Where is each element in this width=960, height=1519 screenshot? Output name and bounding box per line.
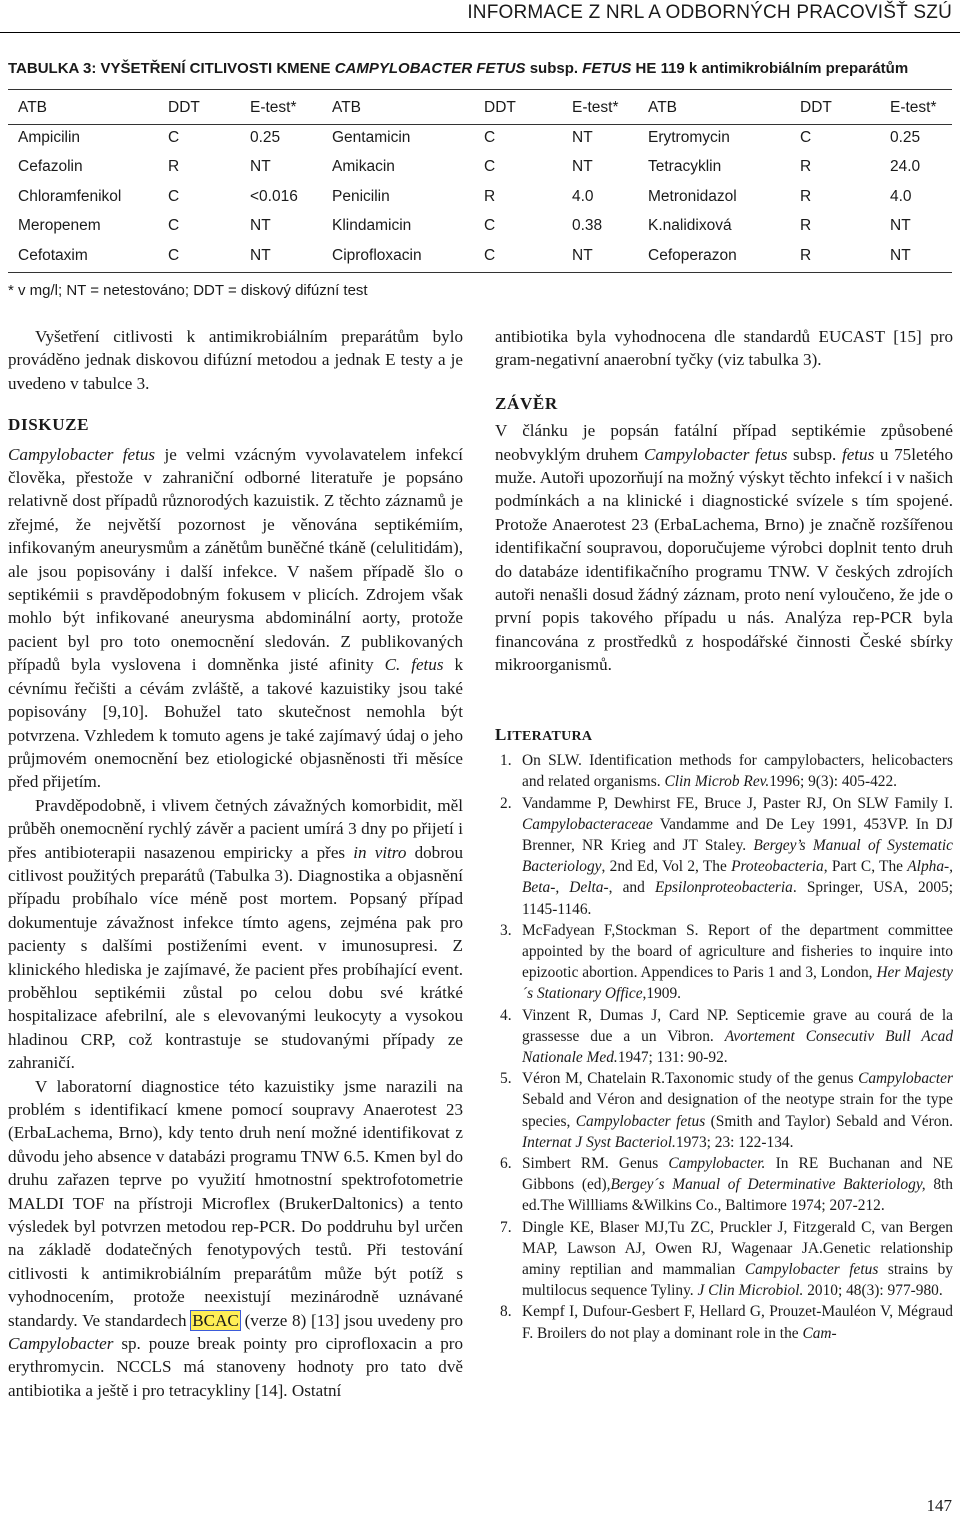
- table-cell: C: [800, 128, 812, 146]
- table-cell: C: [168, 246, 180, 264]
- reference-item: [495, 793, 953, 920]
- table-cell: R: [800, 217, 812, 235]
- table-title: TABULKA 3: VYŠETŘENÍ CITLIVOSTI KMENE CAMPYLOBACTER FETUS subsp. FETUS HE 119 k antimikrobiálním preparátům: [8, 60, 909, 77]
- table-cell: Gentamicin: [332, 128, 411, 146]
- reference-number: 8.: [500, 1303, 512, 1321]
- table-cell: NT: [572, 158, 593, 176]
- table-cell: Ampicilin: [18, 128, 81, 146]
- reference-number: 5.: [500, 1070, 512, 1088]
- reference-number: 1.: [500, 752, 512, 770]
- reference-text: , 2nd Ed, Vol 2, The: [601, 858, 732, 876]
- reference-number: 6.: [500, 1154, 512, 1172]
- table-rule-bottom: [8, 272, 952, 273]
- reference-text: Bergey’s Manual of Systematic Bacteriology: [522, 836, 953, 876]
- table-cell: 24.0: [890, 158, 921, 176]
- reference-text: Dingle KE, Blaser MJ,Tu ZC, Pruckler J, Fitzgerald C, van Bergen MAP, Lawson AJ, Owen RJ, Wagenaar JA.Genetic relationship aminy reptilian and mammalian: [522, 1218, 953, 1278]
- reference-text: 2010; 48(3): 977-980.: [803, 1282, 943, 1300]
- reference-text: In RE Buchanan and NE Gibbons (ed),: [522, 1154, 953, 1194]
- discussion-paragraph-3: V laboratorní diagnostice této kazuistiky jsme narazili na problém s identifikací kmene pomocí soupravy Anaerotest 23 (ErbaLachema, Brno), kdy tento druh není možné identifikovat z důvodu jeho absence v databázi programu TNW 6.5. Kmen byl do druhu zařazen teprve po využití hmotnostní spektrofotometrie MALDI TOF na přístroji Microflex (BrukerDaltonics) a tento výsledek byl potvrzen metodou rep-PCR. Do poddruhu byl určen na základě dodatečných fenotypových testů. Při testování citlivosti k antimikrobiálním preparátům může být potíž s vyhodnocením, protože neexistují mezinárodně uznávané standardy. Ve standardech BCAC (verze 8) [13] jsou uvedeny pro Campylobacter sp. pouze break pointy pro ciprofloxacin a pro erythromycin. NCCLS má stanoveny hodnoty pro tato dvě antibiotika a ještě i pro tetracykliny [14]. Ostatní: [8, 1076, 463, 1400]
- reference-item: [495, 920, 953, 1005]
- table-header-row: [8, 94, 952, 124]
- reference-text: Vandamme P, Dewhirst FE, Bruce J, Paster RJ, On SLW Family I.: [522, 794, 953, 812]
- reference-text: Simbert RM. Genus: [522, 1154, 669, 1172]
- reference-item: [495, 1005, 953, 1069]
- reference-text: Clin Microb Rev.: [664, 773, 770, 791]
- table-cell: R: [800, 158, 812, 176]
- table-cell: Cefoperazon: [648, 246, 737, 264]
- table-cell: 0.25: [890, 128, 921, 146]
- reference-list: [495, 750, 953, 1344]
- reference-text: 1947; 131: 90-92.: [617, 1048, 728, 1066]
- reference-number: 3.: [500, 921, 512, 939]
- table-cell: E-test*: [250, 99, 297, 116]
- table-row: [8, 153, 952, 183]
- table-cell: Erytromycin: [648, 128, 730, 146]
- reference-text: McFadyean F,Stockman S. Report of the department committee appointed by the board of agriculture and fisheries to inquire into epizootic abortion. Appendices to Paris 1 and 3, London,: [522, 921, 953, 982]
- table-cell: R: [168, 158, 180, 176]
- reference-number: 4.: [500, 1006, 512, 1024]
- table-cell: NT: [250, 158, 271, 176]
- table-cell: E-test*: [572, 99, 619, 116]
- reference-text: Internat J Syst Bacteriol.: [522, 1133, 676, 1151]
- reference-text: Campylobacteraceae: [522, 815, 653, 833]
- reference-text: Sebald and Véron and designation of the neotype strain for the type species,: [522, 1091, 953, 1130]
- table-cell: NT: [890, 217, 911, 235]
- table-cell: Chloramfenikol: [18, 187, 122, 205]
- table-cell: Cefazolin: [18, 158, 83, 176]
- table-cell: ATB: [332, 99, 361, 116]
- table-cell: DDT: [168, 99, 200, 116]
- table-cell: Cefotaxim: [18, 246, 88, 264]
- table-cell: 4.0: [572, 187, 594, 205]
- table-cell: Penicilin: [332, 187, 390, 205]
- table-cell: C: [484, 158, 496, 176]
- table-cell: DDT: [484, 99, 516, 116]
- reference-text: (Smith and Taylor) Sebald and Véron.: [705, 1112, 954, 1130]
- reference-number: 7.: [500, 1218, 512, 1236]
- table-cell: 0.25: [250, 128, 281, 146]
- table-cell: 4.0: [890, 187, 912, 205]
- reference-text: , and: [608, 879, 655, 897]
- reference-text: Vinzent R, Dumas J, Card NP. Septicemie grave au courá de la grassesse due a un Vibron.: [522, 1006, 953, 1045]
- literatura-heading: LITERATURA: [495, 724, 593, 744]
- table-cell: C: [484, 128, 496, 146]
- reference-text: Campylobacter.: [668, 1154, 766, 1172]
- reference-text: Epsilonproteobacteria: [654, 879, 793, 897]
- table-cell: <0.016: [250, 187, 298, 205]
- reference-text: J Clin Microbiol.: [697, 1282, 804, 1300]
- reference-text: Avortement Consecutiv Bull Acad Nationale Med.: [522, 1027, 954, 1066]
- right-column: [495, 325, 953, 1344]
- table-cell: C: [168, 217, 180, 235]
- table-cell: NT: [572, 246, 593, 264]
- reference-item: [495, 1301, 953, 1343]
- reference-text: , Part C, The: [823, 858, 908, 876]
- discussion-paragraph-2: Pravděpodobně, i vlivem četných závažných komorbidit, měl průběh onemocnění rychlý závěr a pacient umírá 3 dny po přijetí i přes antibioterapii nasazenou empiricky a přes in vitro dobrou citlivost použitých preparátů (Tabulka 3). Diagnostika a objasnění případu probíhalo více méně post mortem. Popsaný případ dokumentuje závažnost infekce tímto agens, zejména pak pro pacienty s dalšími postiženími event. v imunosupresi. Z klinického hlediska je zajímavé, že pacient přes probíhající event. proběhlou septikémii zůstal po celou dobu své krátké hospitalizace afebrilní, ale s elevovanými leukocyty a vysokou hladinou CRP, což kontrastuje se studovanými případy ze zahraničí.: [8, 795, 463, 1073]
- table-cell: ATB: [18, 99, 47, 116]
- reference-text: Campylobacter fetus: [575, 1112, 706, 1130]
- table-cell: ATB: [648, 99, 677, 116]
- reference-text: Kempf I, Dufour-Gesbert F, Hellard G, Prouzet-Mauléon V, Mégraud F. Broilers do not play a dominant role in the: [522, 1303, 953, 1342]
- reference-text: Véron M, Chatelain R.Taxonomic study of the genus: [522, 1070, 859, 1088]
- reference-text: Alpha-, Beta-, Delta-: [522, 858, 954, 897]
- reference-number: 2.: [500, 794, 512, 812]
- table-cell: 0.38: [572, 217, 603, 235]
- table-cell: Klindamicin: [332, 217, 412, 235]
- intro-paragraph: Vyšetření citlivosti k antimikrobiálním preparátům bylo prováděno jednak diskovou difúzní metodou a jednak E testy a je uvedeno v tabulce 3.: [8, 327, 463, 393]
- reference-text: Her Majesty´s Stationary Office: [522, 964, 953, 1003]
- table-cell: E-test*: [890, 99, 937, 116]
- table-cell: C: [484, 217, 496, 235]
- reference-text: strains by multilocus sequence Tyliny.: [522, 1260, 953, 1300]
- continuation-paragraph: antibiotika byla vyhodnocena dle standardů EUCAST [15] pro gram-negativní anaerobní tyčky (viz tabulka 3).: [495, 327, 953, 370]
- table-rule-top: [8, 89, 952, 90]
- reference-text: 1973; 23: 122-134.: [675, 1133, 794, 1151]
- table-cell: NT: [890, 246, 911, 264]
- reference-text: Cam-: [802, 1324, 837, 1342]
- table-row: [8, 124, 952, 154]
- table-cell: Meropenem: [18, 217, 101, 235]
- table-cell: DDT: [800, 99, 832, 116]
- table-cell: Tetracyklin: [648, 158, 722, 176]
- table-row: [8, 183, 952, 213]
- susceptibility-table: [8, 94, 952, 272]
- table-cell: Ciprofloxacin: [332, 246, 422, 264]
- reference-text: Campylobacter: [858, 1070, 953, 1088]
- reference-text: 8th ed.The Willliams &Wilkins Co., Baltimore 1974; 207-212.: [522, 1176, 953, 1215]
- zaver-heading: ZÁVĚR: [495, 393, 558, 413]
- table-cell: K.nalidixová: [648, 217, 732, 235]
- reference-item: [495, 1153, 953, 1217]
- left-column: [8, 325, 463, 1402]
- section-header: INFORMACE Z NRL A ODBORNÝCH PRACOVIŠŤ SZÚ: [467, 2, 952, 23]
- header-rule: [0, 32, 960, 33]
- page-number: 147: [926, 1496, 952, 1515]
- table-note: * v mg/l; NT = netestováno; DDT = diskový difúzní test: [8, 282, 368, 299]
- table-cell: Metronidazol: [648, 187, 737, 205]
- reference-item: [495, 750, 953, 792]
- reference-text: . Springer, USA, 2005; 1145-1146.: [522, 879, 954, 918]
- reference-text: Campylobacter fetus: [744, 1260, 879, 1278]
- table-cell: C: [168, 187, 180, 205]
- table-cell: C: [484, 246, 496, 264]
- table-row: [8, 242, 952, 272]
- discussion-paragraph-1: Campylobacter fetus je velmi vzácným vyvolavatelem infekcí člověka, přestože v zahraniční odborné literatuře je popsáno relativně dost případů různorodých kazuistik. Z těchto záznamů je zřejmé, že největší pozornost je věnována septikémiím, infikovaným aneurysmům a zánětům buněčné tkáně (celulitidám), ale jsou popisovány i další infekce. V našem případě šlo o septikémii s pravděpodobným fokusem v plicích. Zdrojem však mohlo být infikované aneurysma abdominální aorty, protože pacient byl pro toto onemocnění sledován. Z publikovaných případů byla vyslovena i domněnka jisté afinity C. fetus k cévnímu řečišti a cévám zvláště, a takové kazuistiky jsou také popisovány [9,10]. Bohužel tato skutečnost nemohla být potvrzena. Vzhledem k tomuto agens je také zajímavý údaj o jeho průjmovém onemocnění bez etiologické objasněnosti tři měsíce před přijetím.: [8, 444, 464, 792]
- table-cell: NT: [572, 128, 593, 146]
- reference-item: [495, 1068, 953, 1153]
- conclusion-paragraph: V článku je popsán fatální případ septikémie způsobené neobvyklým druhem Campylobacter fetus subsp. fetus u 75letého muže. Autoři upozorňují na možný výskyt těchto infekcí i v našich podmínkách a na klinické i diagnostické svízele s tím spojené. Protože Anaerotest 23 (ErbaLachema, Brno) je značně rozšířenou identifikační soupravou, doporučujeme výrobci doplnit tento druh do databáze identifikačního programu TNW. V českých zdrojích autoři nenašli dosud žádný záznam, proto není vyloučeno, že jde o první popis takového případu u nás. Analýza rep-PCR byla financována z prostředků z hospodářské činnosti České sbírky mikroorganismů.: [495, 421, 953, 675]
- reference-text: Bergey´s Manual of Determinative Bakteriology,: [610, 1176, 926, 1194]
- table-cell: C: [168, 128, 180, 146]
- table-cell: NT: [250, 246, 271, 264]
- reference-text: Vandamme and De Ley 1991, 453VP. In DJ Brenner, NR Krieg and JT Staley.: [522, 815, 953, 854]
- table-cell: R: [800, 187, 812, 205]
- reference-text: 1996; 9(3): 405-422.: [769, 773, 898, 791]
- highlighted-term: BCAC: [192, 1310, 239, 1330]
- table-cell: NT: [250, 217, 271, 235]
- diskuze-heading: DISKUZE: [8, 415, 90, 435]
- table-cell: Amikacin: [332, 158, 395, 176]
- reference-text: On SLW. Identification methods for campylobacters, helicobacters and related organisms.: [522, 752, 953, 791]
- table-cell: R: [800, 246, 812, 264]
- table-row: [8, 212, 952, 242]
- reference-text: ,1909.: [642, 985, 682, 1003]
- table-cell: R: [484, 187, 496, 205]
- reference-item: [495, 1217, 953, 1302]
- reference-text: Proteobacteria: [731, 858, 824, 876]
